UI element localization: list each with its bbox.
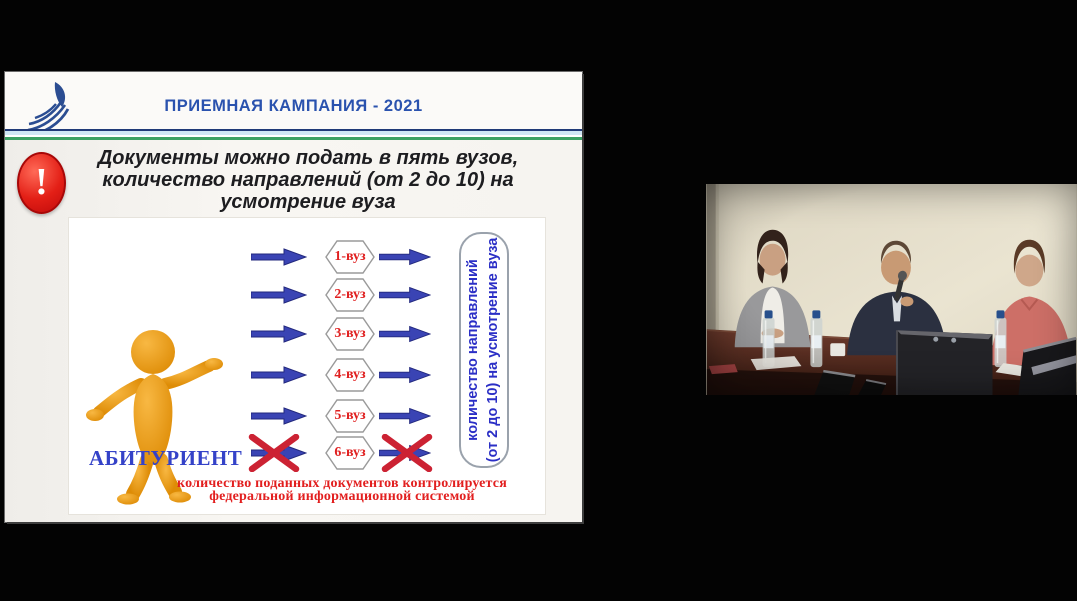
arrow-right-icon xyxy=(379,248,431,266)
uni-hexagon xyxy=(325,317,375,351)
uni-hexagon xyxy=(325,399,375,433)
arrow-right-icon xyxy=(379,325,431,343)
webcam-feed xyxy=(706,184,1077,395)
uni-label: 6-вуз xyxy=(334,445,366,460)
side-note-capsule xyxy=(459,232,509,468)
side-note-line-2: (от 2 до 10) на усмотрение вуза xyxy=(485,237,501,463)
arrow-right-icon xyxy=(379,366,431,384)
arrow-right-icon xyxy=(251,248,307,266)
uni-label: 5-вуз xyxy=(334,408,366,423)
slide-title: ПРИЕМНАЯ КАМПАНИЯ - 2021 xyxy=(164,97,423,115)
cross-icon xyxy=(381,434,433,472)
footnote-line-2: федеральной информационной системой xyxy=(209,489,475,504)
side-note-text xyxy=(463,237,505,463)
uni-hexagon xyxy=(325,278,375,312)
uni-hexagon xyxy=(325,358,375,392)
arrow-right-icon xyxy=(251,407,307,425)
heading-line-2: количество направлений (от 2 до 10) на xyxy=(102,169,514,191)
video-vignette xyxy=(706,184,1077,395)
arrow-right-icon xyxy=(251,286,307,304)
cross-icon xyxy=(248,434,300,472)
presentation-slide xyxy=(5,72,582,522)
heading-line-1: Документы можно подать в пять вузов, xyxy=(97,147,519,169)
arrow-right-icon xyxy=(379,286,431,304)
heading-line-3: усмотрение вуза xyxy=(220,191,396,213)
actor-label: АБИТУРИЕНТ xyxy=(89,446,243,470)
uni-label: 4-вуз xyxy=(334,367,366,382)
uni-label: 1-вуз xyxy=(334,249,366,264)
footnote xyxy=(139,477,545,503)
arrow-right-icon xyxy=(251,325,307,343)
side-note-line-1: количество направлений xyxy=(465,259,481,441)
footnote-line-1: количество поданных документов контролируется xyxy=(177,476,507,491)
diagram-area xyxy=(69,218,545,514)
uni-hexagon xyxy=(325,240,375,274)
uni-label: 2-вуз xyxy=(334,287,366,302)
warning-icon: ! xyxy=(17,152,66,214)
uni-hexagon xyxy=(325,436,375,470)
header-separator xyxy=(5,129,582,140)
arrow-right-icon xyxy=(251,366,307,384)
slide-heading xyxy=(67,147,549,213)
arrow-right-icon xyxy=(379,407,431,425)
uni-label: 3-вуз xyxy=(334,326,366,341)
